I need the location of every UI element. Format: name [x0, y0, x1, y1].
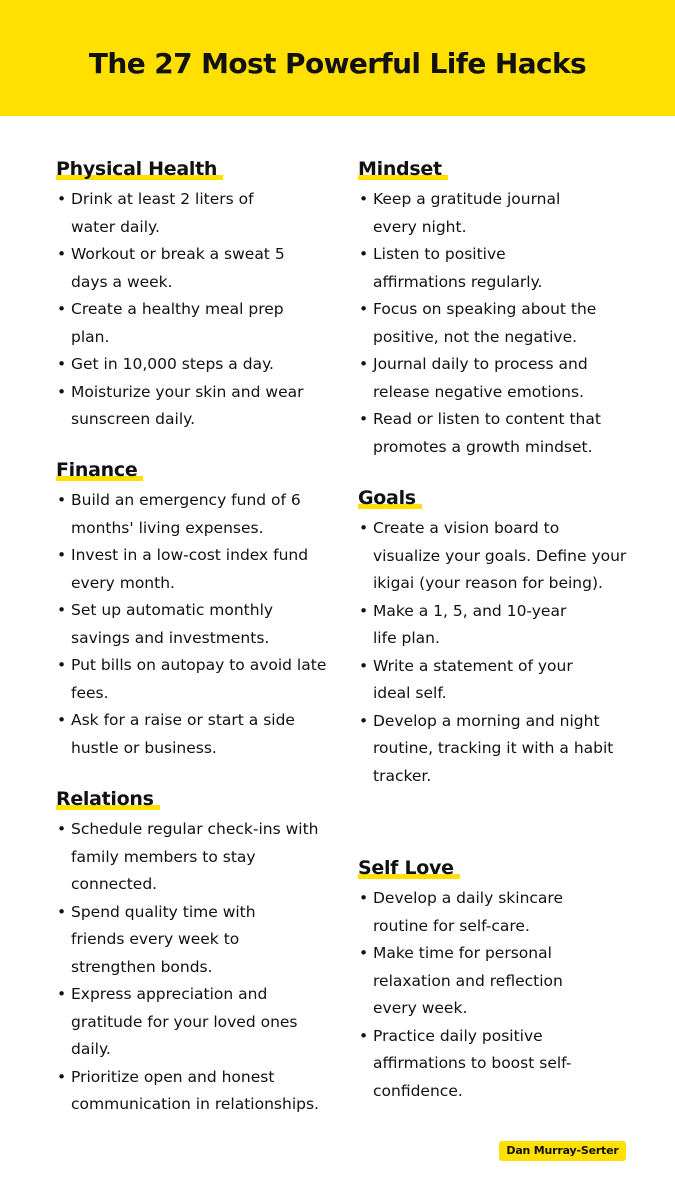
list-item: • Schedule regular check-ins with family members to stay connected.	[56, 816, 331, 899]
list-item: • Moisturize your skin and wear sunscreen daily.	[56, 379, 341, 434]
list-item: • Journal daily to process and release negative emotions.	[358, 351, 638, 406]
section-heading: Mindset	[358, 157, 442, 181]
list-item: • Practice daily positive affirmations to boost self-confidence.	[358, 1023, 608, 1106]
list-item: • Develop a daily skincare routine for self-care.	[358, 885, 598, 940]
section-self-love	[358, 856, 643, 1105]
list-item: • Workout or break a sweat 5 days a week.	[56, 241, 311, 296]
section-finance	[56, 458, 341, 762]
list-item: • Make a 1, 5, and 10-year life plan.	[358, 598, 593, 653]
list-item: • Get in 10,000 steps a day.	[56, 351, 341, 379]
bullet-list	[56, 816, 341, 1119]
bullet-list	[358, 186, 643, 461]
section-heading: Self Love	[358, 856, 454, 880]
author-signature: Dan Murray-Serter	[499, 1141, 626, 1161]
section-heading: Finance	[56, 458, 137, 482]
bullet-list	[358, 885, 643, 1105]
bullet-list	[56, 487, 341, 762]
list-item: • Listen to positive affirmations regularly.	[358, 241, 598, 296]
section-relations	[56, 787, 341, 1119]
list-item: • Develop a morning and night routine, tracking it with a habit tracker.	[358, 708, 638, 791]
list-item: • Focus on speaking about the positive, not the negative.	[358, 296, 638, 351]
list-item: • Drink at least 2 liters of water daily.	[56, 186, 276, 241]
section-goals	[358, 486, 643, 790]
list-item: • Ask for a raise or start a side hustle or business.	[56, 707, 341, 762]
section-physical-health	[56, 157, 341, 434]
list-item: • Spend quality time with friends every week to strengthen bonds.	[56, 899, 291, 982]
page-title: The 27 Most Powerful Life Hacks	[88, 47, 587, 80]
list-item: • Invest in a low-cost index fund every month.	[56, 542, 346, 597]
list-item: • Make time for personal relaxation and reflection every week.	[358, 940, 598, 1023]
bullet-list	[56, 186, 341, 434]
list-item: • Build an emergency fund of 6 months' living expenses.	[56, 487, 341, 542]
title-banner	[0, 0, 675, 116]
bullet-list	[358, 515, 643, 790]
section-mindset	[358, 157, 643, 461]
list-item: • Put bills on autopay to avoid late fees.	[56, 652, 333, 707]
section-heading: Physical Health	[56, 157, 217, 181]
list-item: • Set up automatic monthly savings and investments.	[56, 597, 311, 652]
list-item: • Create a vision board to visualize your goals. Define your ikigai (your reason for being).	[358, 515, 628, 598]
list-item: • Create a healthy meal prep plan.	[56, 296, 319, 351]
section-heading: Relations	[56, 787, 154, 811]
list-item: • Prioritize open and honest communication in relationships.	[56, 1064, 343, 1119]
list-item: • Write a statement of your ideal self.	[358, 653, 608, 708]
list-item: • Keep a gratitude journal every night.	[358, 186, 598, 241]
list-item: • Express appreciation and gratitude for your loved ones daily.	[56, 981, 333, 1064]
section-heading: Goals	[358, 486, 416, 510]
list-item: • Read or listen to content that promotes a growth mindset.	[358, 406, 645, 461]
